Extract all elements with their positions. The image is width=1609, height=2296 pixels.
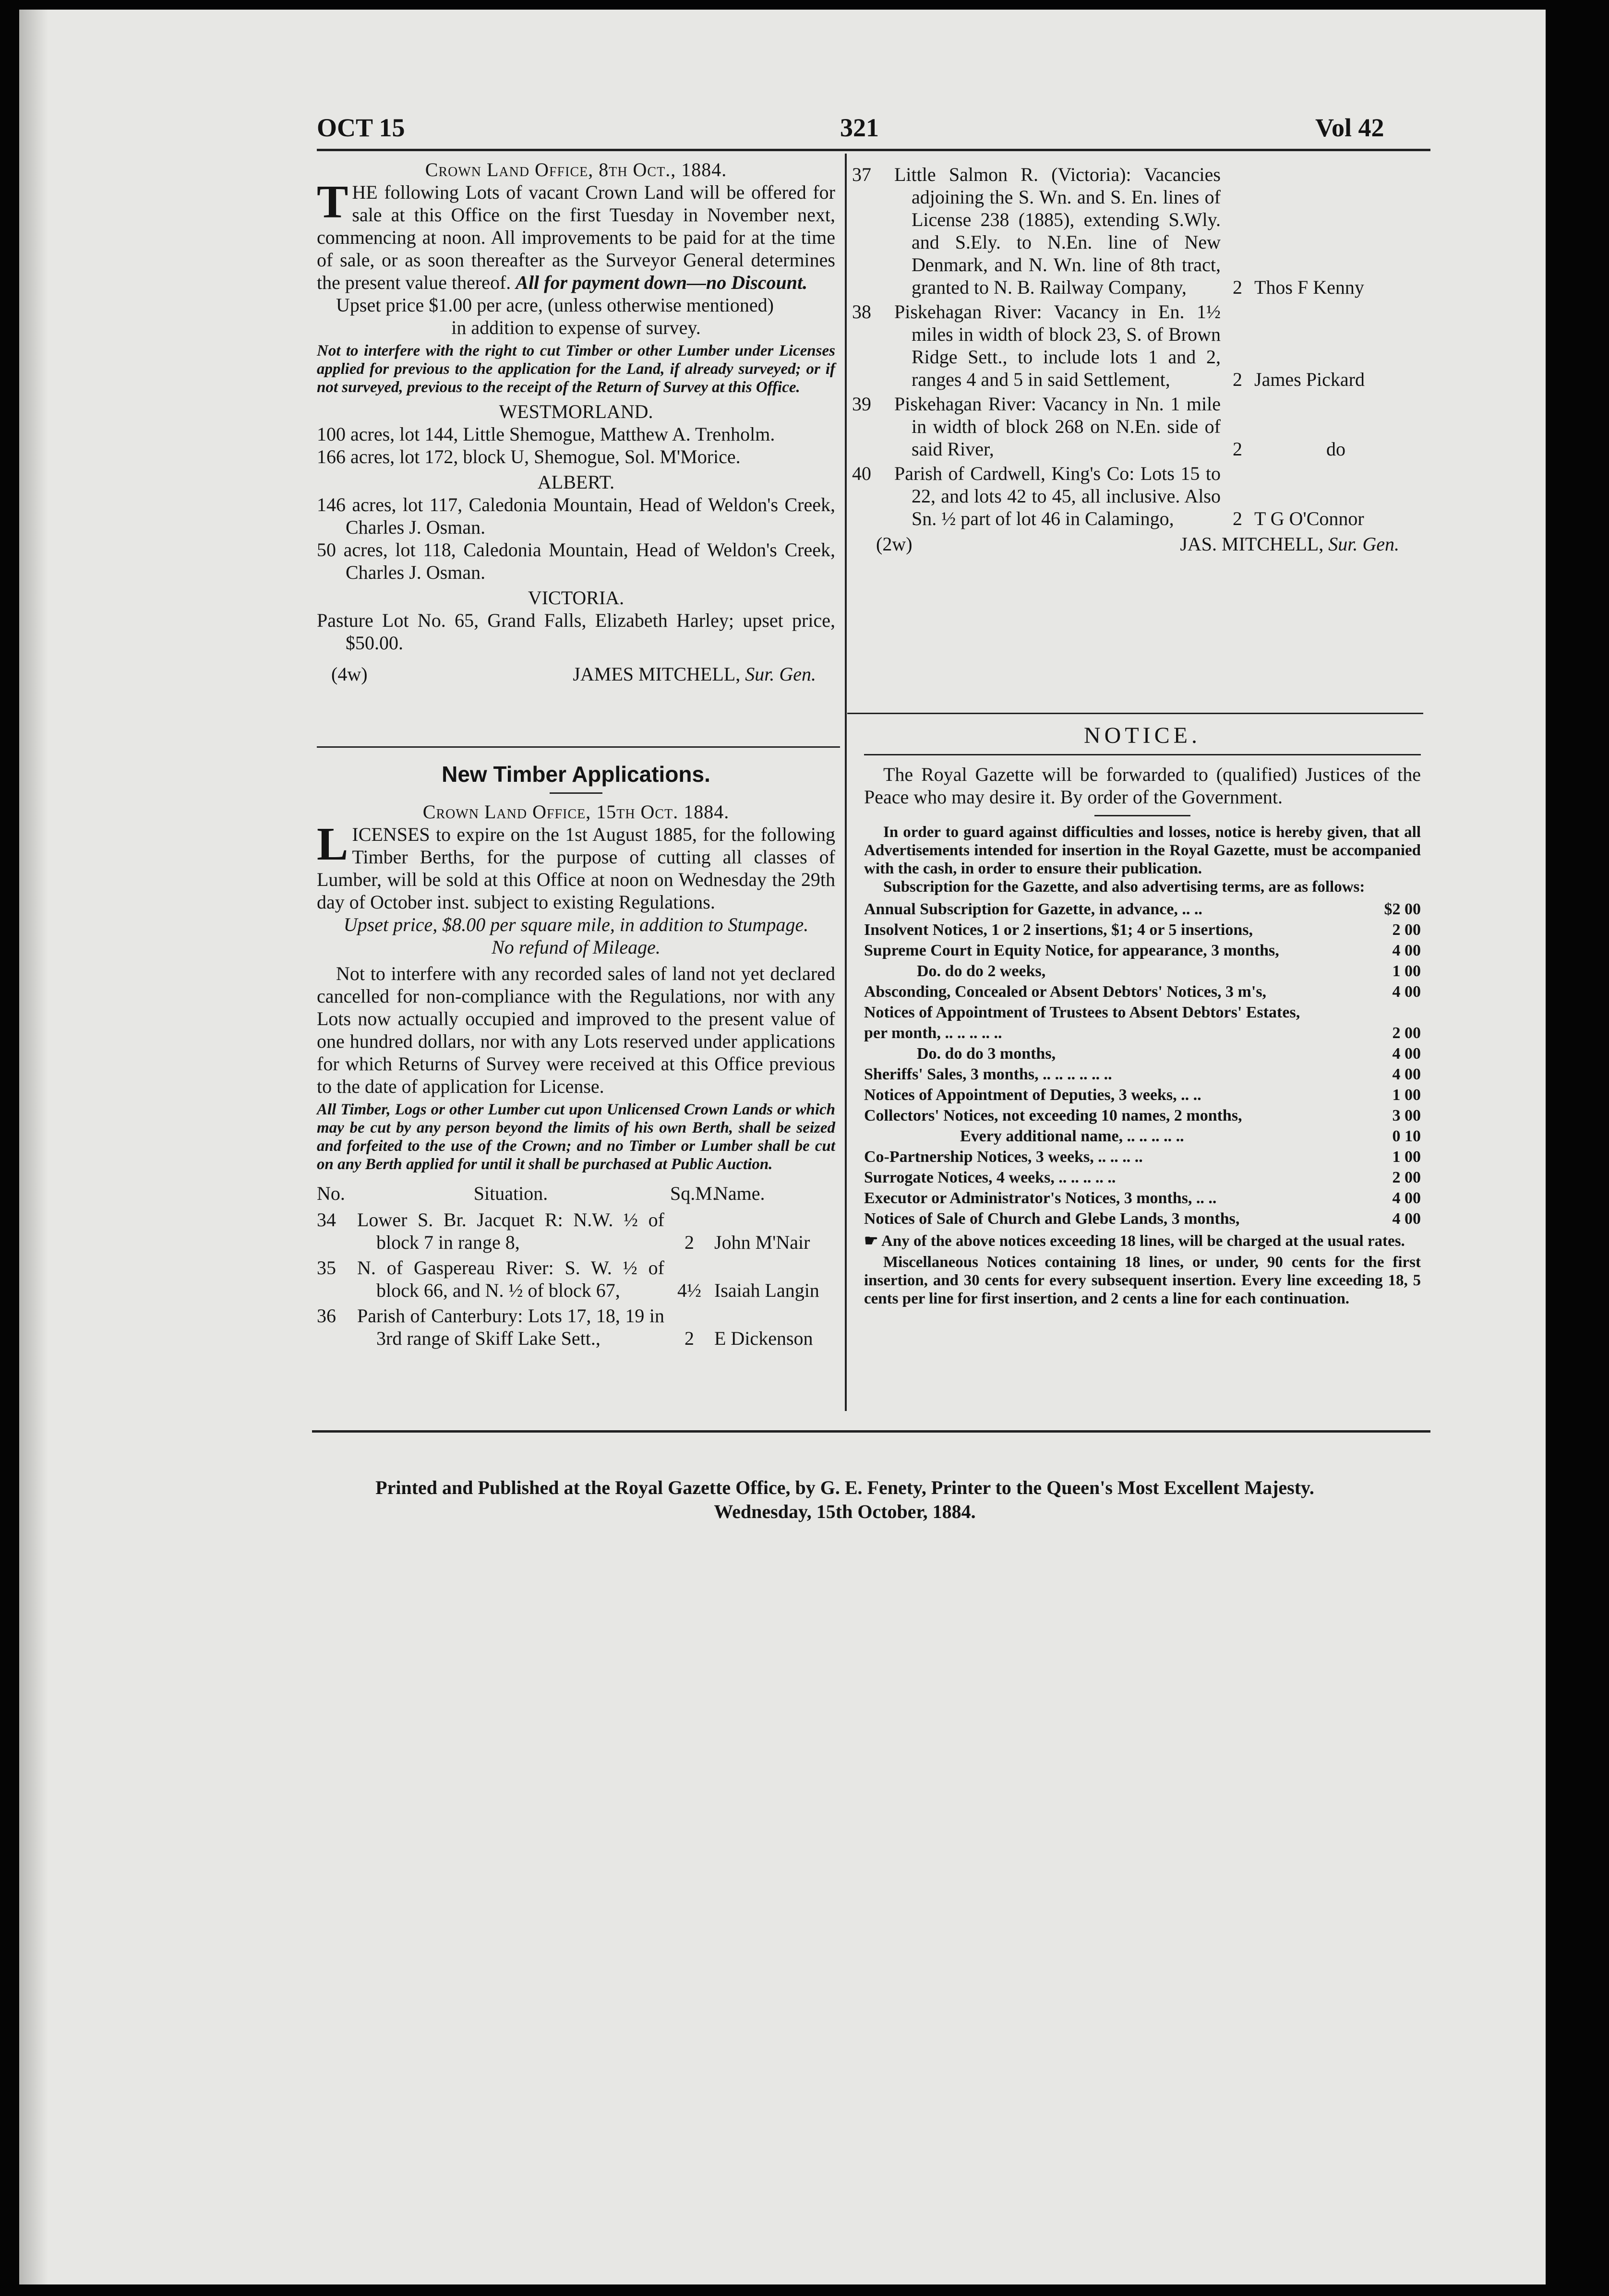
fee-label: Annual Subscription for Gazette, in advance, .. .. bbox=[864, 900, 1202, 918]
timber-dropcap: L bbox=[317, 818, 348, 870]
fee-row bbox=[864, 1105, 1421, 1126]
row-no: 38 bbox=[852, 301, 871, 323]
fee-amount: 4 00 bbox=[1392, 942, 1421, 959]
fee-label: Executor or Administrator's Notices, 3 months, .. .. bbox=[864, 1189, 1217, 1207]
timber-sig-title: Sur. Gen. bbox=[1328, 533, 1399, 555]
gazette-page bbox=[19, 10, 1546, 2284]
col-sqm: Sq.M. bbox=[670, 1183, 717, 1204]
lot-item: 50 acres, lot 118, Caledonia Mountain, Head of Weldon's Creek, Charles J. Osman. bbox=[317, 539, 835, 583]
row-sqm: 2 bbox=[1233, 508, 1242, 529]
county-westmorland: WESTMORLAND. bbox=[499, 401, 653, 422]
table-row bbox=[317, 1208, 835, 1254]
section-rule bbox=[317, 746, 840, 748]
sale-dropcap: T bbox=[317, 176, 348, 228]
header-date: OCT 15 bbox=[317, 113, 405, 142]
fee-amount: 4 00 bbox=[1392, 1065, 1421, 1083]
table-row bbox=[852, 163, 1418, 299]
row-situation: Parish of Cardwell, King's Co: Lots 15 to 22, and lots 42 to 45, all inclusive. Also Sn. ½ part of lot 46 in Calamingo, bbox=[894, 463, 1221, 529]
row-name: E Dickenson bbox=[714, 1327, 813, 1349]
row-no: 40 bbox=[852, 463, 871, 484]
row-situation: Parish of Canterbury: Lots 17, 18, 19 in 3rd range of Skiff Lake Sett., bbox=[357, 1305, 664, 1349]
section-rule bbox=[847, 713, 1423, 714]
notice-p1: The Royal Gazette will be forwarded to (qualified) Justices of the Peace who may desire it. By order of the Government. bbox=[864, 764, 1421, 808]
fee-row bbox=[864, 1188, 1421, 1208]
row-sqm: 2 bbox=[1233, 276, 1242, 298]
row-situation: Piskehagan River: Vacancy in En. 1½ miles in width of block 23, S. of Brown Ridge Sett., to include lots 1 and 2, ranges 4 and 5 in said Settlement, bbox=[894, 301, 1221, 390]
timber-body-text: ICENSES to expire on the 1st August 1885, for the following Timber Berths, for the purpose of cutting all classes of Lumber, will be sold at this Office at noon on Wednesday the 29th day of October inst. subject to existing Regulations. bbox=[317, 824, 835, 913]
row-sqm: 2 bbox=[1233, 438, 1242, 460]
fee-label: Do. do do 2 weeks, bbox=[917, 962, 1046, 980]
table-row bbox=[852, 462, 1418, 530]
fee-row bbox=[864, 1126, 1421, 1147]
sale-sig-title: Sur. Gen. bbox=[745, 663, 816, 685]
row-sqm: 4½ bbox=[677, 1280, 701, 1301]
column-divider bbox=[845, 154, 847, 1411]
timber-para2: Not to interfere with any recorded sales of land not yet declared cancelled for non-compliance with the Regulations, nor with any Lots now actually occupied and improved to the present value of one hundred dollars, nor with any Lots reserved under applications for which Returns of Survey were received at this Office previous to the date of application for License. bbox=[317, 963, 835, 1097]
imprint-line2: Wednesday, 15th October, 1884. bbox=[714, 1501, 976, 1522]
row-no: 34 bbox=[317, 1209, 336, 1231]
sale-sig-name: JAMES MITCHELL, bbox=[573, 663, 741, 685]
fee-row bbox=[864, 1064, 1421, 1085]
fee-label: Collectors' Notices, not exceeding 10 names, 2 months, bbox=[864, 1107, 1242, 1124]
fee-row bbox=[864, 1208, 1421, 1229]
sale-body-text: HE following Lots of vacant Crown Land will be offered for sale at this Office on the first Tuesday in November next, commencing at noon. All improvements to be paid for at the time of sale, or as soon thereafter as the Surveyor General determines the present value thereof. bbox=[317, 181, 835, 293]
fee-amount: 2 00 bbox=[1392, 1024, 1421, 1042]
timber-table-header bbox=[317, 1182, 835, 1205]
fee-amount: 1 00 bbox=[1392, 1148, 1421, 1166]
fee-label: Supreme Court in Equity Notice, for appearance, 3 months, bbox=[864, 942, 1279, 959]
row-sqm: 2 bbox=[1233, 369, 1242, 390]
bottom-rule bbox=[312, 1430, 1430, 1433]
page-header bbox=[317, 113, 1421, 146]
row-name: T G O'Connor bbox=[1254, 508, 1364, 529]
sale-signature bbox=[317, 663, 835, 685]
fee-amount: 4 00 bbox=[1392, 983, 1421, 1001]
timber-sig-block bbox=[1180, 533, 1418, 555]
sale-notice bbox=[317, 158, 835, 685]
fee-row bbox=[864, 940, 1421, 961]
timber-body bbox=[317, 818, 835, 913]
row-name: do bbox=[1326, 438, 1345, 460]
fee-amount: 2 00 bbox=[1392, 1169, 1421, 1186]
timber-sig-name: JAS. MITCHELL, bbox=[1180, 533, 1324, 555]
sale-body bbox=[317, 176, 835, 294]
notice-p3: Subscription for the Gazette, and also advertising terms, are as follows: bbox=[883, 878, 1365, 896]
fee-row bbox=[864, 1043, 1421, 1064]
sale-sig-tag: (4w) bbox=[331, 663, 368, 685]
fee-label: Notices of Appointment of Trustees to Absent Debtors' Estates, per month, .. .. .. .. .. bbox=[864, 1004, 1300, 1042]
timber-office-line: Crown Land Office, 15th Oct. 1884. bbox=[422, 801, 730, 823]
fee-row bbox=[864, 981, 1421, 1002]
page-edge-shadow bbox=[19, 10, 48, 2284]
row-situation: Lower S. Br. Jacquet R: N.W. ½ of block 7 in range 8, bbox=[357, 1209, 664, 1253]
fee-label: Every additional name, .. .. .. .. .. bbox=[960, 1127, 1184, 1145]
notice-heading: NOTICE. bbox=[1084, 723, 1201, 748]
county-albert: ALBERT. bbox=[537, 471, 615, 493]
lot-item: 166 acres, lot 172, block U, Shemogue, Sol. M'Morice. bbox=[317, 446, 741, 467]
fee-amount: 1 00 bbox=[1392, 1086, 1421, 1104]
fee-row bbox=[864, 1167, 1421, 1188]
fee-label: Surrogate Notices, 4 weeks, .. .. .. .. .. bbox=[864, 1169, 1116, 1186]
fee-label: Do. do do 3 months, bbox=[917, 1045, 1056, 1063]
timber-italic-note: All Timber, Logs or other Lumber cut upon Unlicensed Crown Lands or which may be cut by any person beyond the limits of his own Berth, shall be seized and forfeited to the use of the Crown; and no Timber or Lumber shall be cut on any Berth applied for until it shall be purchased at Public Auction. bbox=[317, 1101, 835, 1173]
sale-body-italic: All for payment down—no Discount. bbox=[516, 272, 808, 293]
fee-label: Notices of Sale of Church and Glebe Lands, 3 months, bbox=[864, 1210, 1240, 1228]
fee-amount: 0 10 bbox=[1392, 1127, 1421, 1145]
imprint-line1: Printed and Published at the Royal Gazette Office, by G. E. Fenety, Printer to the Queen's Most Excellent Majesty. bbox=[375, 1477, 1314, 1498]
col-name: Name. bbox=[714, 1183, 765, 1204]
timber-continuation bbox=[852, 163, 1418, 555]
table-row bbox=[852, 393, 1418, 460]
fee-row bbox=[864, 961, 1421, 981]
timber-no-refund: No refund of Mileage. bbox=[492, 936, 660, 958]
notice-rule bbox=[864, 754, 1421, 755]
notice-section bbox=[864, 722, 1421, 1308]
volume-label: Vol 42 bbox=[1315, 113, 1384, 142]
fee-row bbox=[864, 1085, 1421, 1105]
fee-amount: 3 00 bbox=[1392, 1107, 1421, 1124]
col-no: No. bbox=[317, 1183, 345, 1204]
row-name: Isaiah Langin bbox=[714, 1280, 819, 1301]
fee-label: Absconding, Concealed or Absent Debtors' Notices, 3 m's, bbox=[864, 983, 1267, 1001]
row-no: 39 bbox=[852, 393, 871, 415]
sale-sig-block bbox=[573, 663, 835, 685]
county-victoria: VICTORIA. bbox=[528, 587, 624, 609]
timber-heading: New Timber Applications. bbox=[442, 762, 710, 787]
fee-amount: 2 00 bbox=[1392, 921, 1421, 939]
page-number: 321 bbox=[840, 113, 879, 142]
fee-amount: 4 00 bbox=[1392, 1210, 1421, 1228]
row-no: 35 bbox=[317, 1257, 336, 1279]
fee-amount: 4 00 bbox=[1392, 1045, 1421, 1063]
row-name: John M'Nair bbox=[714, 1232, 810, 1253]
row-name: Thos F Kenny bbox=[1254, 276, 1364, 298]
lot-item: 146 acres, lot 117, Caledonia Mountain, Head of Weldon's Creek, Charles J. Osman. bbox=[317, 494, 835, 538]
col-situation: Situation. bbox=[473, 1183, 548, 1204]
sale-timber-note: Not to interfere with the right to cut Timber or other Lumber under Licenses applied for previous to the application for the Land, if already surveyed; or if not surveyed, previous to the receipt of the Return of Survey at this Office. bbox=[317, 342, 835, 396]
fee-table bbox=[864, 899, 1421, 1229]
pointing-hand-icon: ☛ bbox=[864, 1232, 878, 1250]
row-no: 37 bbox=[852, 164, 871, 185]
fee-row bbox=[864, 920, 1421, 940]
fee-label: Co-Partnership Notices, 3 weeks, .. .. .. .. bbox=[864, 1148, 1143, 1166]
table-row bbox=[852, 300, 1418, 391]
row-no: 36 bbox=[317, 1305, 336, 1327]
fee-label: Notices of Appointment of Deputies, 3 weeks, .. .. bbox=[864, 1086, 1201, 1104]
row-situation: Piskehagan River: Vacancy in Nn. 1 mile in width of block 268 on N.En. side of said River, bbox=[894, 393, 1221, 460]
sale-upset-line1: Upset price $1.00 per acre, (unless otherwise mentioned) bbox=[336, 294, 774, 316]
timber-sig-tag: (2w) bbox=[876, 533, 913, 555]
fee-row bbox=[864, 1147, 1421, 1167]
table-row bbox=[317, 1304, 835, 1350]
header-rule bbox=[317, 149, 1430, 151]
timber-signature bbox=[852, 533, 1418, 555]
short-rule bbox=[1094, 815, 1190, 816]
lot-item: 100 acres, lot 144, Little Shemogue, Matthew A. Trenholm. bbox=[317, 423, 775, 445]
notice-p4: Any of the above notices exceeding 18 lines, will be charged at the usual rates. bbox=[881, 1232, 1405, 1250]
row-name: James Pickard bbox=[1254, 369, 1365, 390]
timber-notice bbox=[317, 761, 835, 1350]
row-sqm: 2 bbox=[684, 1232, 694, 1253]
lot-item: Pasture Lot No. 65, Grand Falls, Elizabeth Harley; upset price, $50.00. bbox=[317, 610, 835, 654]
fee-label: Sheriffs' Sales, 3 months, .. .. .. .. .. .. bbox=[864, 1065, 1112, 1083]
fee-row bbox=[864, 1002, 1421, 1043]
row-situation: Little Salmon R. (Victoria): Vacancies adjoining the S. Wn. and S. En. lines of License 238 (1885), extending S.Wly. and S.Ely. to N.En. line of New Denmark, and N. Wn. line of 8th tract, granted to N. B. Railway Company, bbox=[894, 164, 1221, 298]
fee-amount: $2 00 bbox=[1384, 900, 1421, 918]
fee-label: Insolvent Notices, 1 or 2 insertions, $1; 4 or 5 insertions, bbox=[864, 921, 1253, 939]
notice-p2: In order to guard against difficulties and losses, notice is hereby given, that all Advertisements intended for insertion in the Royal Gazette, must be accompanied with the cash, in order to ensure their publication. bbox=[864, 824, 1421, 877]
imprint bbox=[365, 1476, 1325, 1524]
fee-amount: 1 00 bbox=[1392, 962, 1421, 980]
fee-row bbox=[864, 899, 1421, 920]
heading-rule bbox=[550, 792, 602, 794]
row-sqm: 2 bbox=[684, 1327, 694, 1349]
table-row bbox=[317, 1256, 835, 1302]
notice-p4-wrap bbox=[864, 1232, 1421, 1250]
fee-amount: 4 00 bbox=[1392, 1189, 1421, 1207]
row-situation: N. of Gaspereau River: S. W. ½ of block 66, and N. ½ of block 67, bbox=[357, 1257, 664, 1301]
notice-p5: Miscellaneous Notices containing 18 lines, or under, 90 cents for the first insertion, and 30 cents for every subsequent insertion. Every line exceeding 18, 5 cents per line for first insertion, and 2 cents a line for each continuation. bbox=[864, 1254, 1421, 1307]
timber-upset: Upset price, $8.00 per square mile, in addition to Stumpage. bbox=[343, 914, 809, 935]
sale-upset-line2: in addition to expense of survey. bbox=[451, 317, 701, 338]
sale-office-line: Crown Land Office, 8th Oct., 1884. bbox=[425, 159, 727, 180]
